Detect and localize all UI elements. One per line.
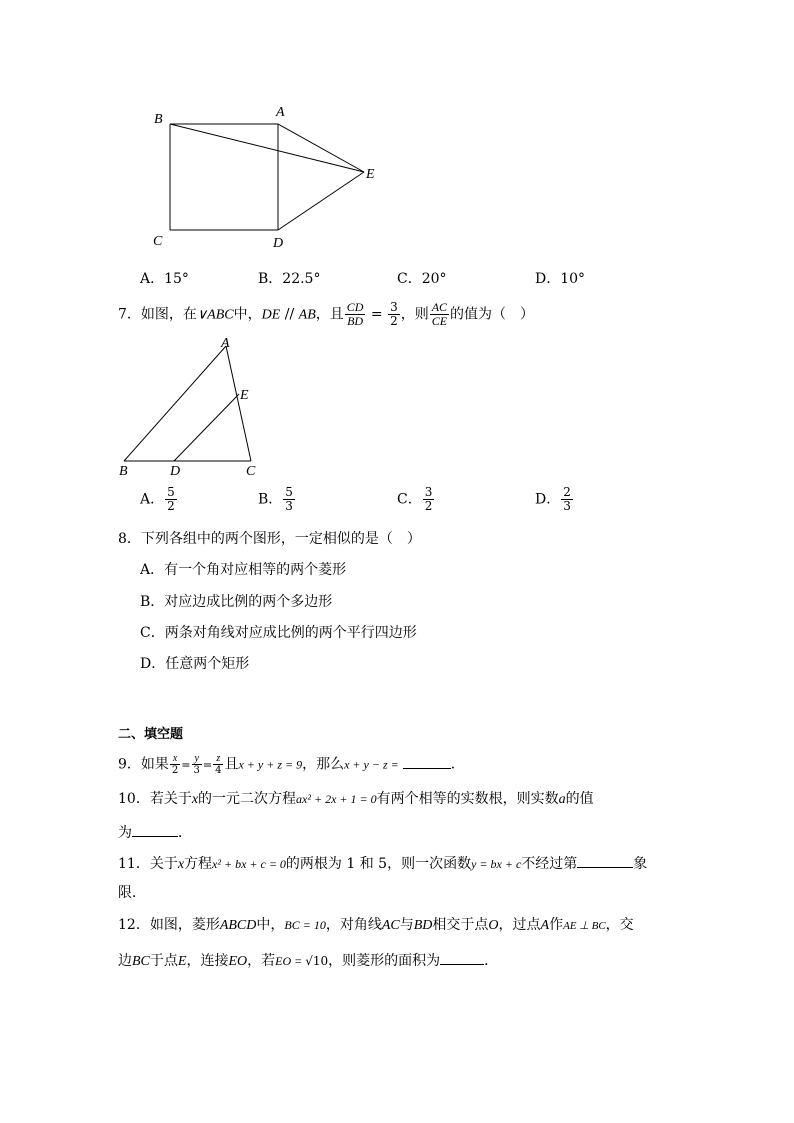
- label-D: D: [273, 236, 284, 251]
- question-10-line1: 10．若关于x的一元二次方程ax² + 2x + 1 = 0有两个相等的实数根，则实数a的值: [118, 791, 594, 807]
- label-E: E: [366, 167, 375, 182]
- fraction-ac-ce: $\frac{AC}{CE}$: [431, 300, 448, 328]
- answer-blank[interactable]: [403, 754, 451, 769]
- question-12-line2: 边BC于点E，连接EO，若EO = √10，则菱形的面积为 ．: [118, 950, 498, 971]
- q8-option-d: D．任意两个矩形: [140, 656, 250, 672]
- label-B: B: [154, 112, 163, 127]
- label-A: A: [276, 105, 285, 120]
- q7-option-a: A． $\frac{5}{2}$: [140, 485, 175, 513]
- answer-blank[interactable]: [132, 822, 178, 837]
- section-heading-fill-in: 二、填空题: [118, 727, 184, 742]
- answer-blank[interactable]: [577, 853, 633, 868]
- q8-option-c: C．两条对角线对应成比例的两个平行四边形: [140, 625, 417, 641]
- answer-blank[interactable]: [440, 950, 484, 965]
- question-10-line2: 为 ．: [118, 822, 192, 842]
- question-11-line1: 11．关于x方程x² + bx + c = 0的两根为 1 和 5，则一次函数y = bx + c不经过第 象: [118, 853, 647, 874]
- question-11-line2: 限．: [118, 885, 146, 901]
- label-D: D: [170, 464, 181, 479]
- q6-option-d: D．10°: [535, 271, 586, 287]
- label-C: C: [153, 234, 163, 249]
- q7-option-b: B． $\frac{5}{3}$: [258, 485, 293, 513]
- label-B: B: [119, 464, 128, 479]
- label-A: A: [221, 336, 230, 351]
- figure-square-triangle: [140, 96, 400, 256]
- fraction-3-2: $\frac{3}{2}$: [390, 300, 398, 328]
- q6-option-a: A．15°: [140, 271, 189, 287]
- label-E: E: [240, 388, 249, 403]
- q6-option-c: C．20°: [397, 271, 447, 287]
- label-C: C: [246, 464, 256, 479]
- q7-option-c: C． $\frac{3}{2}$: [397, 485, 433, 513]
- q6-option-b: B．22.5°: [258, 271, 321, 287]
- question-7-stem: 7．如图，在∨ABC中，DE // AB，且 $\frac{CD}{BD}$ = $\frac{3}{2}$ ，则 $\frac{AC}{CE}$ 的值为（ ）: [118, 300, 535, 328]
- question-9: 9．如果 $\frac{x}{2}$ = $\frac{y}{3}$ = $\frac{z}{4}$ 且x + y + z = 9，那么x + y − z = ．: [118, 753, 465, 776]
- question-12-line1: 12．如图，菱形ABCD中，BC = 10，对角线AC与BD相交于点O，过点A作AE ⊥ BC，交: [118, 917, 634, 933]
- fraction-cd-bd: $\frac{CD}{BD}$: [346, 300, 364, 328]
- figure-triangle-abc: [114, 334, 274, 480]
- q8-option-a: A．有一个角对应相等的两个菱形: [140, 562, 347, 578]
- q8-option-b: B．对应边成比例的两个多边形: [140, 594, 333, 610]
- q7-option-d: D． $\frac{2}{3}$: [535, 485, 571, 513]
- question-8-stem: 8．下列各组中的两个图形，一定相似的是（ ）: [118, 531, 421, 547]
